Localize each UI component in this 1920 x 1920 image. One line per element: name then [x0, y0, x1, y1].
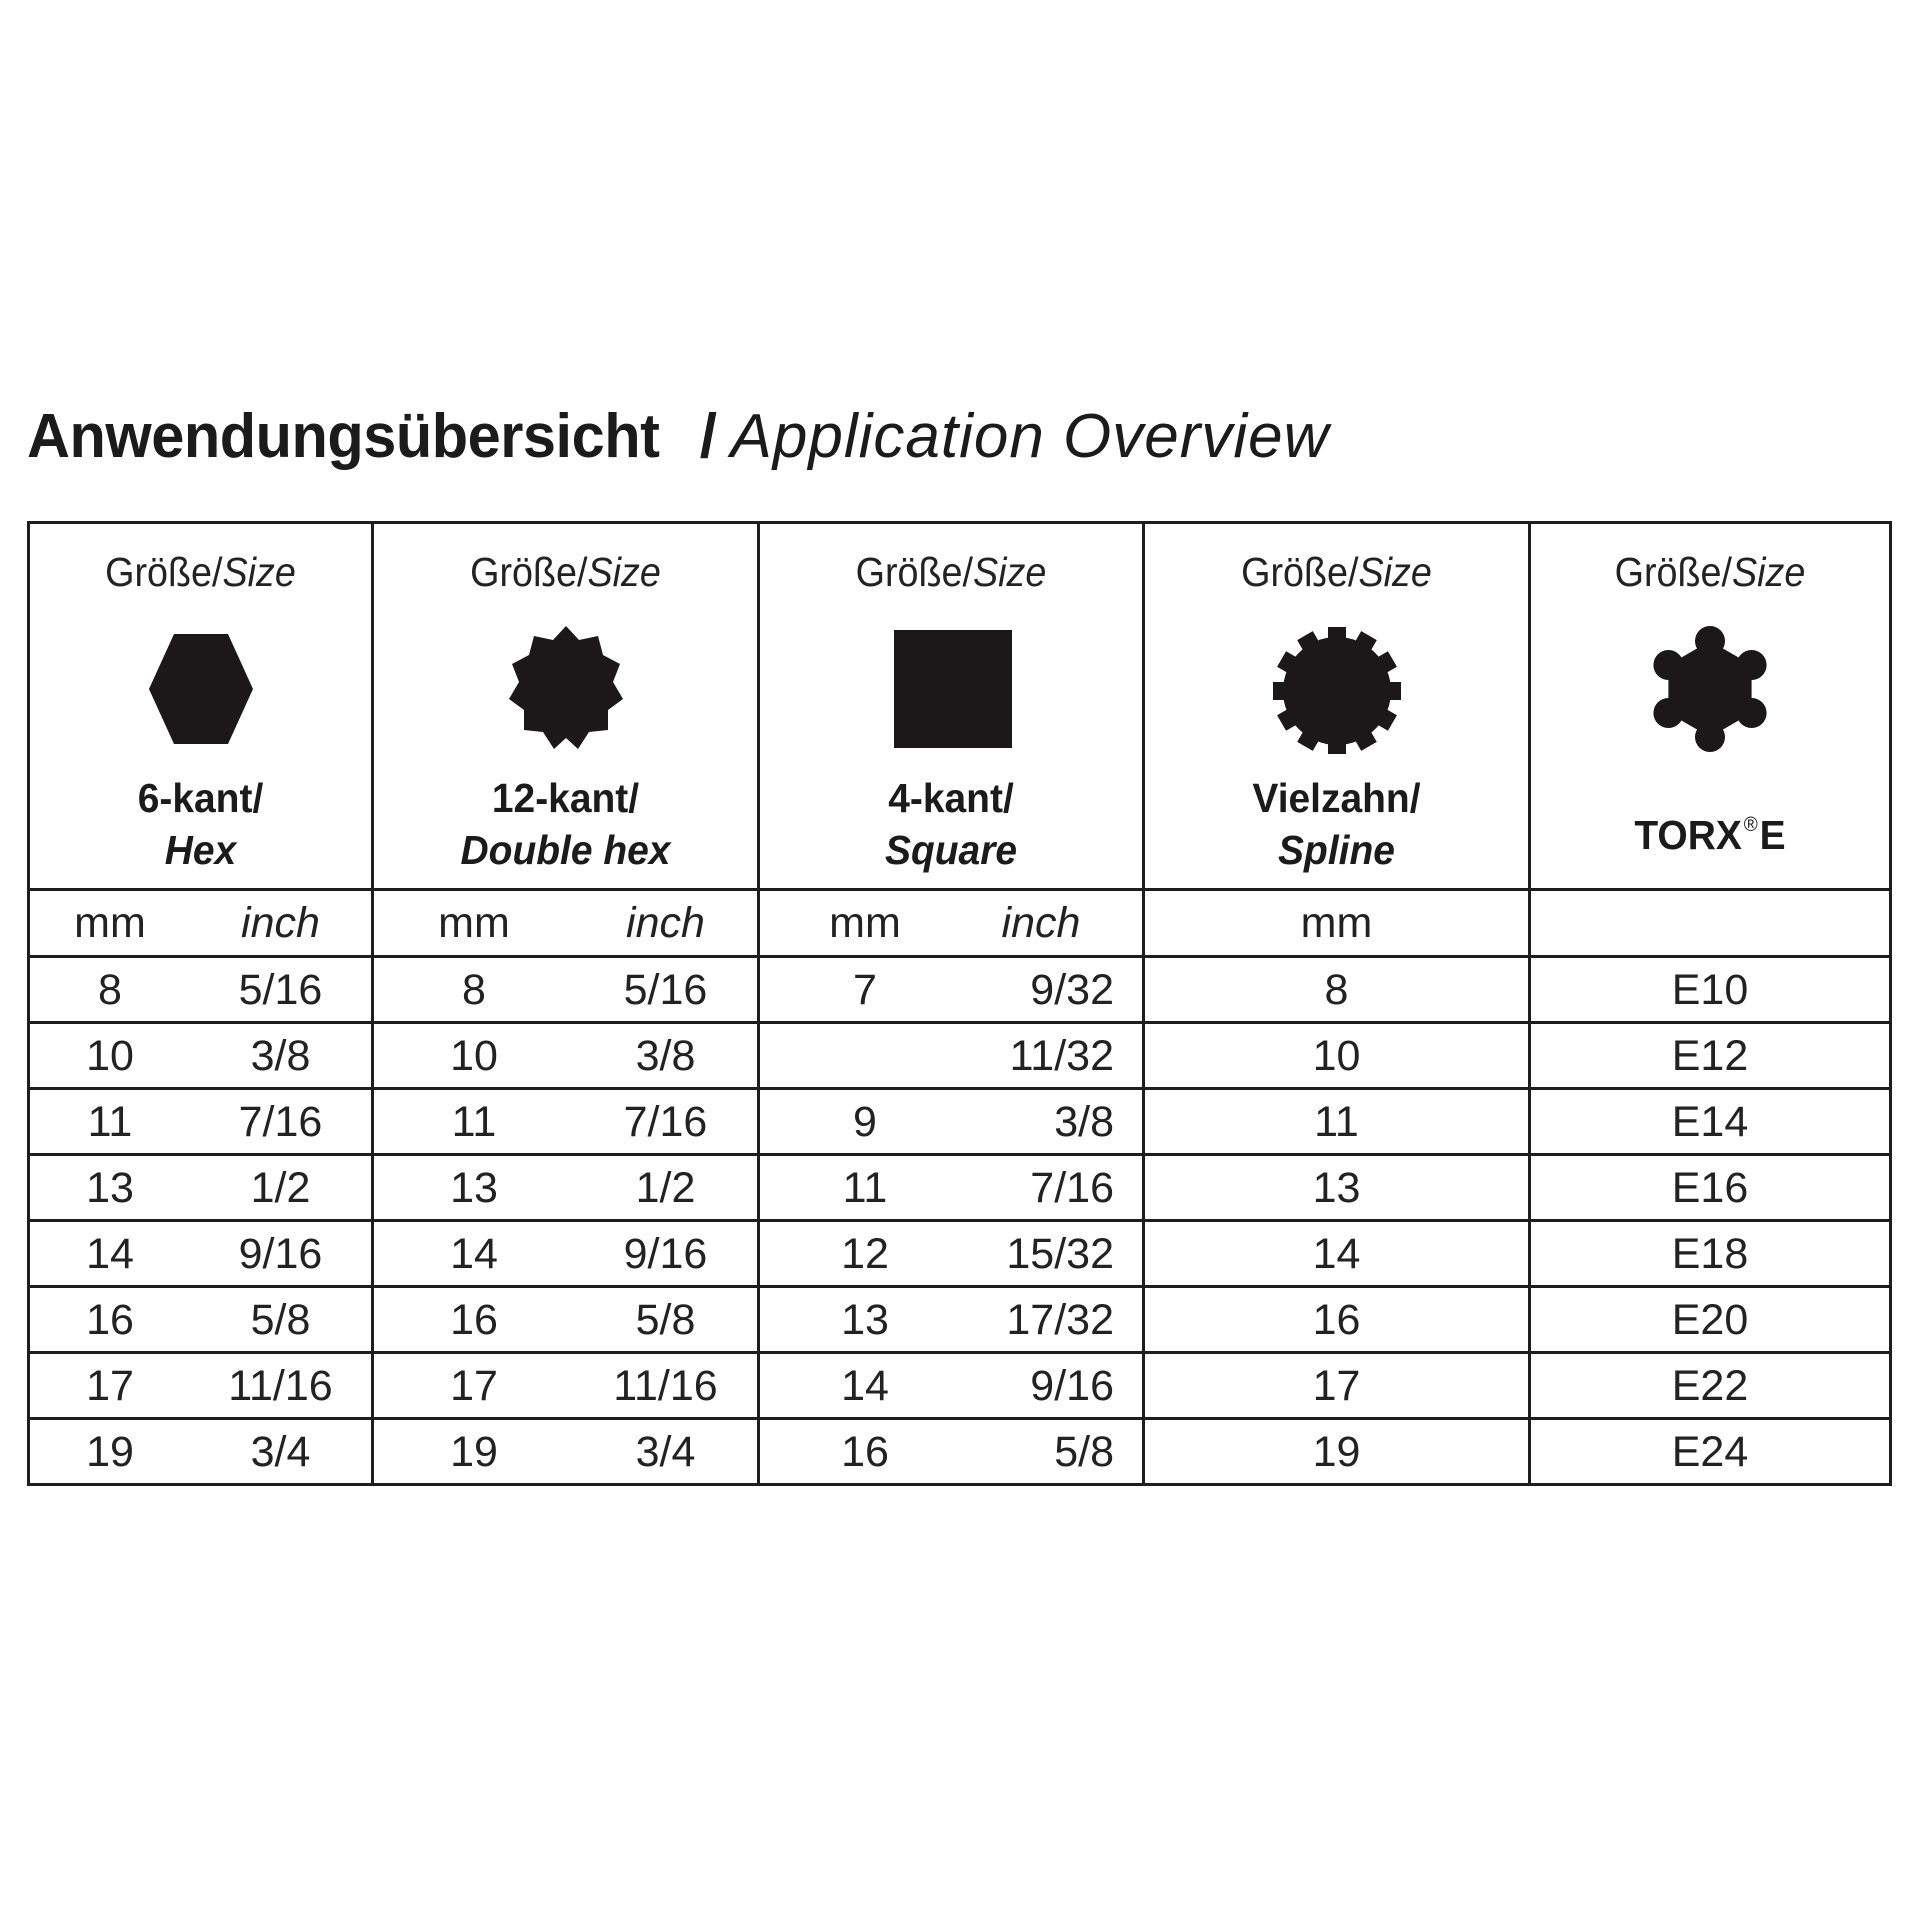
column-header-double-hex: [373, 523, 759, 890]
units-row: [29, 890, 1891, 957]
hex-mm: 19: [86, 1427, 134, 1476]
square-mm: 13: [841, 1295, 889, 1344]
double-hex-mm: 14: [450, 1229, 498, 1278]
square-inch: 7/16: [1030, 1163, 1114, 1212]
spline-mm: 17: [1312, 1361, 1361, 1410]
square-mm: 14: [841, 1361, 889, 1410]
units-spline: mm: [1144, 890, 1530, 957]
units-torx-e: [1530, 890, 1891, 957]
hex-inch: 5/8: [250, 1295, 311, 1344]
column-header-torx-e: [1530, 523, 1891, 890]
type-name-double-hex: 12-kant/ Double hex: [460, 775, 671, 873]
units-double-hex: mm inch: [373, 890, 759, 957]
size-label: Größe/Size: [105, 549, 296, 595]
double-hex-mm: 13: [450, 1163, 498, 1212]
square-icon: [886, 624, 1016, 754]
hex-inch: 7/16: [238, 1097, 323, 1146]
page-title: [27, 402, 1329, 472]
hex-mm: 14: [86, 1229, 134, 1278]
type-name-square: 4-kant/ Square: [884, 775, 1018, 873]
torx-size: E10: [1671, 965, 1749, 1014]
size-label: Größe/Size: [1614, 549, 1806, 595]
torx-size: E24: [1671, 1427, 1749, 1476]
table-row: [29, 1221, 1891, 1287]
header-row: [29, 523, 1891, 890]
column-header-square: [759, 523, 1144, 890]
hex-inch: 5/16: [238, 965, 323, 1014]
column-header-spline: [1144, 523, 1530, 890]
spline-mm: 16: [1312, 1295, 1361, 1344]
size-label: Größe/Size: [1241, 549, 1432, 595]
hex-mm: 17: [86, 1361, 134, 1410]
square-inch: 17/32: [1006, 1295, 1114, 1344]
torx-size: E16: [1671, 1163, 1749, 1212]
double-hex-inch: 1/2: [635, 1163, 696, 1212]
size-label: Größe/Size: [470, 549, 661, 595]
hex-mm: 16: [86, 1295, 134, 1344]
hex-inch: 3/4: [250, 1427, 311, 1476]
spline-mm: 13: [1312, 1163, 1361, 1212]
double-hex-inch: 9/16: [623, 1229, 708, 1278]
double-hex-inch: 5/8: [635, 1295, 696, 1344]
double-hex-inch: 3/8: [635, 1031, 696, 1080]
application-overview-table: [27, 521, 1892, 1486]
square-inch: 3/8: [1054, 1097, 1114, 1146]
spline-mm: 10: [1312, 1031, 1361, 1080]
units-square: mm inch: [759, 890, 1144, 957]
hexagon-icon: [136, 624, 266, 754]
hex-inch: 1/2: [250, 1163, 311, 1212]
spline-mm: 19: [1312, 1427, 1361, 1476]
hex-mm: 13: [86, 1163, 134, 1212]
title-english: Application Overview: [730, 402, 1330, 471]
square-inch: 11/32: [1009, 1031, 1114, 1080]
size-label: Größe/Size: [855, 549, 1047, 595]
square-inch: 5/8: [1054, 1427, 1114, 1476]
torx-star-icon: [1645, 624, 1775, 754]
double-hex-mm: 10: [450, 1031, 498, 1080]
square-inch: 15/32: [1006, 1229, 1114, 1278]
double-hex-mm: 19: [450, 1427, 498, 1476]
spline-mm: 8: [1324, 965, 1349, 1014]
title-separator: /: [699, 402, 717, 471]
spline-gear-icon: [1272, 624, 1402, 754]
double-hex-inch: 7/16: [623, 1097, 708, 1146]
hex-inch: 11/16: [228, 1361, 333, 1410]
square-mm: 7: [853, 965, 877, 1014]
torx-size: E12: [1671, 1031, 1749, 1080]
twelve-point-icon: [501, 624, 631, 754]
torx-size: E18: [1671, 1229, 1749, 1278]
square-mm: 12: [841, 1229, 889, 1278]
title-german: Anwendungsübersicht: [27, 402, 660, 471]
spline-mm: 14: [1312, 1229, 1361, 1278]
double-hex-mm: 17: [450, 1361, 498, 1410]
table-row: [29, 1089, 1891, 1155]
double-hex-inch: 11/16: [613, 1361, 718, 1410]
units-hex: mm inch: [29, 890, 373, 957]
column-header-hex: [29, 523, 373, 890]
hex-inch: 3/8: [250, 1031, 311, 1080]
type-name-spline: Vielzahn/ Spline: [1252, 775, 1421, 873]
hex-mm: 10: [86, 1031, 134, 1080]
double-hex-inch: 3/4: [635, 1427, 696, 1476]
table-row: [29, 1287, 1891, 1353]
square-mm: 9: [853, 1097, 877, 1146]
square-inch: 9/16: [1030, 1361, 1114, 1410]
square-inch: 9/32: [1030, 965, 1114, 1014]
type-name-hex: 6-kant/ Hex: [137, 775, 264, 873]
square-mm: 11: [842, 1163, 888, 1212]
spline-mm: 11: [1314, 1097, 1359, 1146]
table-row: [29, 957, 1891, 1023]
hex-mm: 11: [87, 1097, 133, 1146]
torx-size: E22: [1671, 1361, 1749, 1410]
hex-inch: 9/16: [238, 1229, 323, 1278]
hex-mm: 8: [98, 965, 122, 1014]
double-hex-mm: 8: [462, 965, 486, 1014]
table-row: [29, 1419, 1891, 1485]
square-mm: 16: [841, 1427, 889, 1476]
double-hex-mm: 16: [450, 1295, 498, 1344]
double-hex-mm: 11: [451, 1097, 497, 1146]
double-hex-inch: 5/16: [623, 965, 708, 1014]
table-row: [29, 1155, 1891, 1221]
table-row: [29, 1023, 1891, 1089]
table-row: [29, 1353, 1891, 1419]
torx-size: E20: [1671, 1295, 1749, 1344]
type-name-torx-e: TORX®E: [1634, 812, 1786, 858]
torx-size: E14: [1671, 1097, 1749, 1146]
